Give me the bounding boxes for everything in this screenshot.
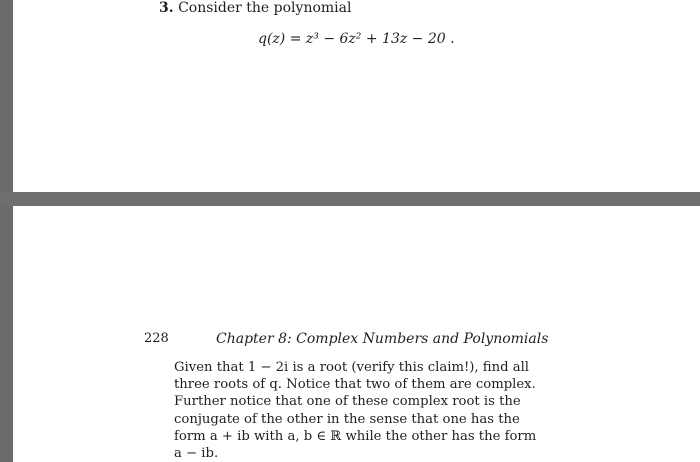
page-divider (0, 192, 700, 206)
polynomial-equation: q(z) = z³ − 6z² + 13z − 20 . (258, 31, 455, 47)
body-line: conjugate of the other in the sense that one has the (174, 411, 520, 427)
problem-number: 3. (159, 0, 174, 16)
problem-body-paragraph (174, 359, 537, 462)
problem-heading (159, 0, 351, 16)
body-line: Further notice that one of these complex root is the (174, 394, 521, 410)
problem-heading-text: Consider the polynomial (178, 0, 352, 16)
body-line: a − ib. (174, 446, 219, 462)
body-line: form a + ib with a, b ∈ ℝ while the other has the form (174, 428, 537, 444)
page-upper[interactable] (13, 0, 700, 192)
page-lower[interactable] (13, 206, 700, 462)
viewer-left-gutter (0, 0, 13, 462)
page-number: 228 (144, 331, 169, 346)
chapter-running-header: Chapter 8: Complex Numbers and Polynomials (216, 331, 549, 347)
body-line: three roots of q. Notice that two of them are complex. (174, 377, 536, 393)
body-line: Given that 1 − 2i is a root (verify this claim!), find all (174, 360, 530, 375)
